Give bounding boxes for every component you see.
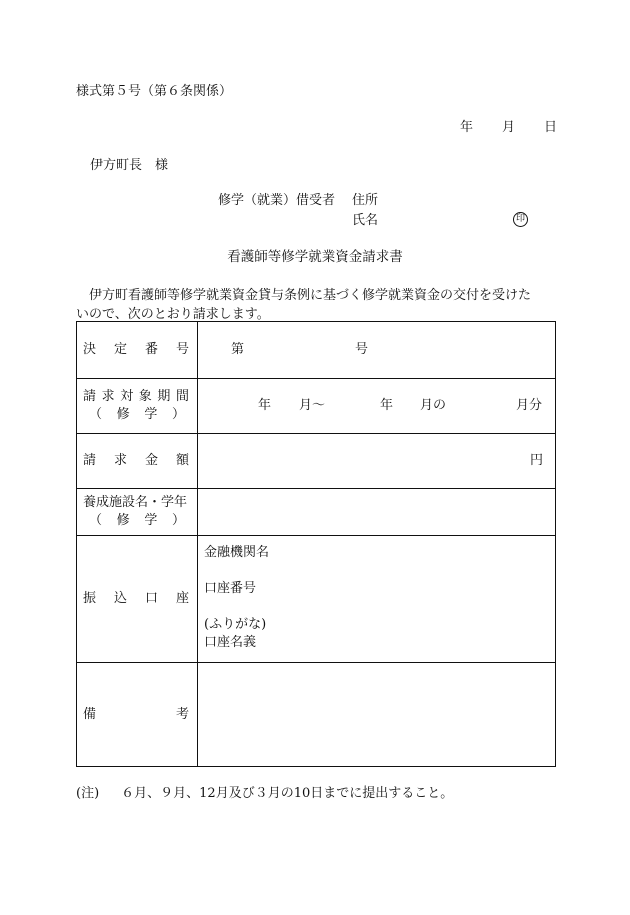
footnote-text: ６月、９月、12月及び３月の10日までに提出すること。 [121,786,454,801]
furigana-label: (ふりがな) [204,617,267,632]
date-day: 日 [544,120,558,135]
remarks-label: 備 考 [77,663,198,767]
amount-field[interactable] [198,434,556,489]
borrower-role: 修学（就業）借受者 [218,193,336,208]
row-facility [77,489,556,536]
facility-label: 養成施設名・学年 （ 修 学 ） [77,489,198,536]
amount-label: 請 求 金 額 [77,434,198,489]
row-period [77,379,556,434]
bank-name-label: 金融機関名 [204,545,270,560]
period-year-2: 年 [380,398,394,413]
statement-line-1: 伊方町看護師等修学就業資金貸与条例に基づく修学就業資金の交付を受けた [89,288,532,303]
borrower-address-label: 住所 [352,193,379,208]
decision-prefix: 第 [231,342,245,357]
addressee: 伊方町長 様 [90,158,169,173]
facility-field[interactable] [198,489,556,536]
footnote [76,787,453,800]
document-title: 看護師等修学就業資金請求書 [227,249,403,265]
transfer-account-label: 振 込 口 座 [77,536,198,663]
form-number: 様式第５号（第６条関係） [76,84,233,99]
remarks-field[interactable] [198,663,556,767]
period-portion: 月分 [516,398,543,413]
date-month: 月 [502,120,516,135]
request-form-table [76,321,556,767]
period-label: 請 求 対 象 期 間 （ 修 学 ） [77,379,198,434]
decision-number-field[interactable] [198,322,556,379]
account-number-label: 口座番号 [204,581,257,596]
period-field[interactable] [198,379,556,434]
amount-unit: 円 [529,453,543,468]
account-holder-label: 口座名義 [204,635,257,650]
period-month-2: 月の [420,398,447,413]
request-statement [76,286,558,324]
period-month-1: 月～ [299,398,326,413]
transfer-account-field[interactable] [198,536,556,663]
footnote-prefix: (注) [76,786,100,801]
period-year-1: 年 [258,398,272,413]
row-decision-number [77,322,556,379]
decision-suffix: 号 [355,342,369,357]
row-amount [77,434,556,489]
seal-mark: 印 [513,212,528,227]
statement-line-2: いので、次のとおり請求します。 [76,307,270,322]
decision-number-label: 決 定 番 号 [77,322,198,379]
borrower-name-label: 氏名 [352,213,379,228]
row-transfer-account [77,536,556,663]
date-year: 年 [460,120,474,135]
row-remarks [77,663,556,767]
